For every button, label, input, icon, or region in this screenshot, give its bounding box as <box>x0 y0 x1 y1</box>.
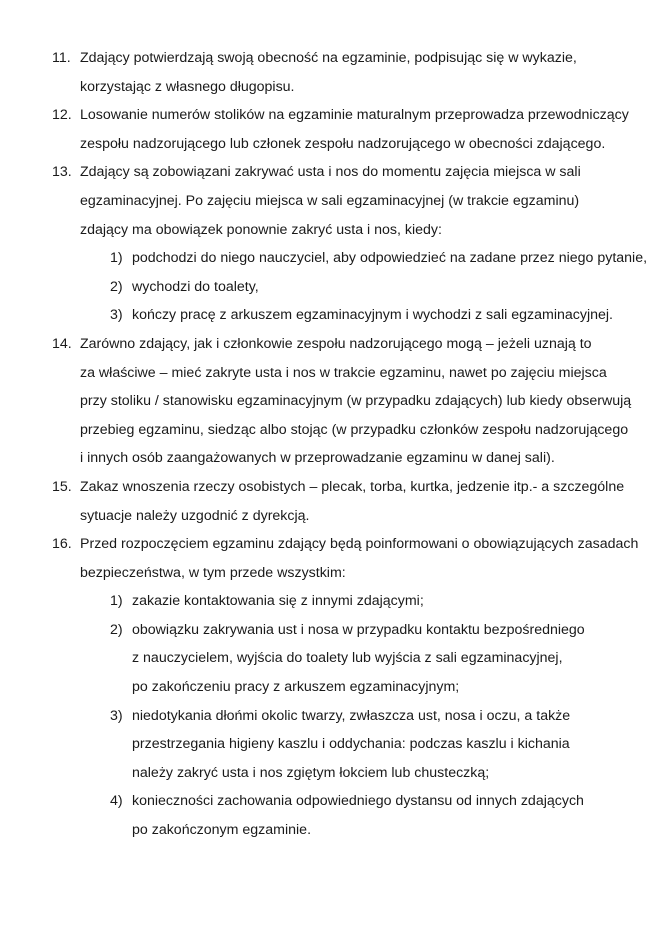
sublist-item-text-line: podchodzi do niego nauczyciel, aby odpowiedzieć na zadane przez niego pytanie, <box>132 250 648 267</box>
item-text-line: przebieg egzaminu, siedząc albo stojąc (w przypadku członków zespołu nadzorującego <box>80 421 629 438</box>
sublist-item <box>80 616 640 702</box>
document-page <box>0 44 670 845</box>
list-item <box>0 101 640 158</box>
sublist-item-number: 3) <box>110 307 123 324</box>
sublist-item-text-line: wychodzi do toalety, <box>132 278 259 295</box>
sublist-item-number: 3) <box>110 707 123 724</box>
item-text-line: egzaminacyjnej. Po zajęciu miejsca w sali egzaminacyjnej (w trakcie egzaminu) <box>80 192 580 209</box>
item-text-line: Zdający potwierdzają swoją obecność na egzaminie, podpisując się w wykazie, <box>80 50 577 66</box>
sublist-item-text-line: obowiązku zakrywania ust i nosa w przypadku kontaktu bezpośredniego <box>132 621 585 638</box>
item-text-line: zdający ma obowiązek ponownie zakryć usta i nos, kiedy: <box>80 221 442 238</box>
sublist-item-number: 1) <box>110 593 123 610</box>
list-item <box>0 44 640 101</box>
item-number: 13. <box>52 164 72 181</box>
sublist-item-text-line: zakazie kontaktowania się z innymi zdającymi; <box>132 593 424 610</box>
sublist-item-text-line: konieczności zachowania odpowiedniego dystansu od innych zdających <box>132 793 584 810</box>
sublist-item-text-line: z nauczycielem, wyjścia do toalety lub wyjścia z sali egzaminacyjnej, <box>132 650 563 667</box>
list-item <box>0 530 640 845</box>
item-text-line: i innych osób zaangażowanych w przeprowadzanie egzaminu w danej sali). <box>80 450 555 467</box>
item-number: 11. <box>52 50 71 66</box>
sublist-item <box>80 787 640 844</box>
item-text-line: Zdający są zobowiązani zakrywać usta i nos do momentu zajęcia miejsca w sali <box>80 164 581 181</box>
sublist-item <box>80 702 640 788</box>
sublist-item <box>80 244 648 273</box>
sublist <box>80 244 648 330</box>
item-number: 15. <box>52 478 72 495</box>
item-text-line: Losowanie numerów stolików na egzaminie maturalnym przeprowadza przewodniczący <box>80 107 629 124</box>
item-text-line: Zarówno zdający, jak i członkowie zespołu nadzorującego mogą – jeżeli uznają to <box>80 335 592 352</box>
item-number: 16. <box>52 536 72 553</box>
sublist-item-number: 2) <box>110 278 123 295</box>
sublist-item-text-line: należy zakryć usta i nos zgiętym łokciem lub chusteczką; <box>132 764 490 781</box>
sublist-item-number: 4) <box>110 793 123 810</box>
item-text-line: za właściwe – mieć zakryte usta i nos w trakcie egzaminu, nawet po zajęciu miejsca <box>80 364 607 381</box>
sublist-item <box>80 301 640 330</box>
item-text-line: Zakaz wnoszenia rzeczy osobistych – plecak, torba, kurtka, jedzenie itp.- a szczególne <box>80 478 625 495</box>
item-text-line: Przed rozpoczęciem egzaminu zdający będą poinformowani o obowiązujących zasadach <box>80 536 639 553</box>
sublist-item-text-line: przestrzegania higieny kaszlu i oddychania: podczas kaszlu i kichania <box>132 736 570 753</box>
sublist-item-number: 2) <box>110 621 123 638</box>
sublist-item-text-line: niedotykania dłońmi okolic twarzy, zwłaszcza ust, nosa i oczu, a także <box>132 707 571 724</box>
item-text-line: bezpieczeństwa, w tym przede wszystkim: <box>80 564 346 581</box>
list-item <box>0 158 648 330</box>
item-text-line: sytuacje należy uzgodnić z dyrekcją. <box>80 507 310 524</box>
list-item <box>0 473 640 530</box>
sublist-item-text-line: kończy pracę z arkuszem egzaminacyjnym i wychodzi z sali egzaminacyjnej. <box>132 307 613 324</box>
item-number: 14. <box>52 335 72 352</box>
sublist-item-text-line: po zakończonym egzaminie. <box>132 822 312 839</box>
item-text-line: korzystając z własnego długopisu. <box>80 78 295 95</box>
sublist-item-text-line: po zakończeniu pracy z arkuszem egzaminacyjnym; <box>132 679 460 696</box>
item-number: 12. <box>52 107 72 124</box>
item-text-line: przy stoliku / stanowisku egzaminacyjnym (w przypadku zdających) lub kiedy obserwują <box>80 393 632 410</box>
sublist-item-number: 1) <box>110 250 123 267</box>
sublist <box>80 587 640 844</box>
sublist-item <box>80 587 640 616</box>
item-text-line: zespołu nadzorującego lub członek zespołu nadzorującego w obecności zdającego. <box>80 135 606 152</box>
sublist-item <box>80 273 640 302</box>
list-item <box>0 330 640 473</box>
